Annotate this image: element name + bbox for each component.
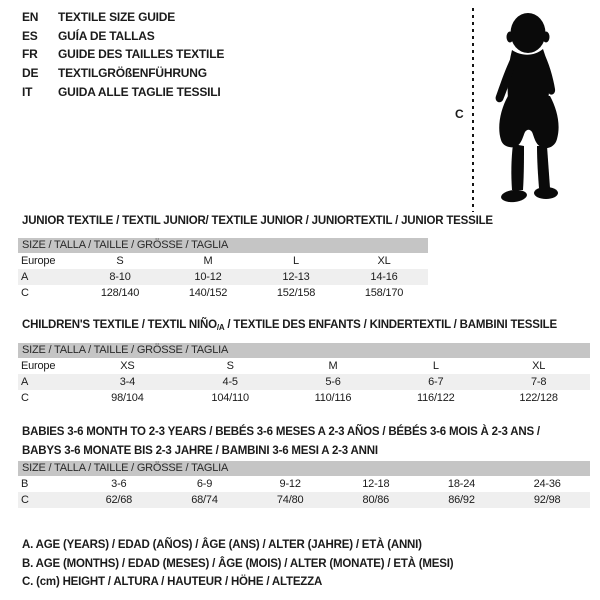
junior-size-table	[18, 238, 428, 301]
table-cell: 98/104	[111, 392, 144, 404]
table-cell: 128/140	[100, 287, 140, 299]
footnote-a: A. AGE (YEARS) / EDAD (AÑOS) / ÂGE (ANS) / ALTER (JAHRE) / ETÀ (ANNI)	[22, 539, 422, 551]
table-row	[18, 358, 590, 374]
table-cell: L	[293, 255, 299, 267]
footnote-list	[22, 536, 453, 592]
table-cell: L	[432, 360, 439, 372]
height-c-label: C	[455, 107, 464, 121]
language-label: GUIDA ALLE TAGLIE TESSILI	[58, 84, 221, 99]
children-title-part2: / TEXTILE DES ENFANTS / KINDERTEXTIL / BAMBINI TESSILE	[224, 319, 557, 331]
language-code: FR	[22, 47, 38, 62]
table-cell: 104/110	[211, 392, 249, 404]
table-cell: 140/152	[188, 287, 228, 299]
footnote-b: B. AGE (MONTHS) / EDAD (MESES) / ÂGE (MOIS) / ALTER (MONATE) / ETÀ (MESI)	[22, 557, 454, 570]
table-cell: 158/170	[364, 287, 404, 299]
table-row	[18, 492, 590, 508]
language-row	[22, 45, 224, 64]
babies-section-title-line1: BABIES 3-6 MONTH TO 2-3 YEARS / BEBÉS 3-6 MESES A 2-3 AÑOS / BÉBÉS 3-6 MOIS À 2-3 ANS /	[22, 426, 540, 438]
row-label: C	[21, 494, 29, 506]
row-label: C	[21, 287, 29, 299]
table-cell: S	[116, 255, 124, 267]
language-label: GUÍA DE TALLAS	[58, 28, 155, 43]
size-header-bar: SIZE / TALLA / TAILLE / GRÖSSE / TAGLIA	[18, 343, 590, 358]
children-section-title	[22, 319, 557, 332]
table-cell: 6-9	[196, 478, 213, 490]
table-cell: 3-6	[111, 478, 127, 490]
table-row	[18, 476, 590, 492]
table-cell: 68/74	[191, 494, 218, 506]
children-title-part1: CHILDREN'S TEXTILE / TEXTIL NIÑO	[22, 319, 217, 331]
table-row	[18, 269, 428, 285]
table-cell: 9-12	[279, 478, 301, 490]
table-cell: M	[328, 360, 338, 372]
table-cell: S	[226, 360, 234, 372]
junior-section-title: JUNIOR TEXTILE / TEXTIL JUNIOR/ TEXTILE JUNIOR / JUNIORTEXTIL / JUNIOR TESSILE	[22, 215, 493, 227]
language-code: EN	[22, 10, 39, 25]
row-label: C	[21, 392, 29, 404]
language-row	[22, 8, 224, 27]
row-label: Europe	[21, 255, 56, 267]
table-cell: 62/68	[105, 494, 133, 506]
table-cell: 5-6	[325, 376, 341, 388]
row-label: B	[21, 478, 29, 490]
language-list	[22, 8, 224, 101]
table-cell: XL	[377, 255, 391, 267]
language-label: TEXTILGRÖßENFÜHRUNG	[58, 66, 207, 81]
language-row	[22, 64, 224, 83]
table-cell: 14-16	[370, 271, 398, 283]
table-row	[18, 253, 428, 269]
table-cell: 10-12	[194, 271, 222, 283]
table-cell: 122/128	[519, 392, 558, 404]
table-cell: 110/116	[314, 392, 352, 404]
table-cell: XL	[532, 360, 546, 372]
table-cell: 86/92	[448, 494, 475, 506]
table-cell: 3-4	[119, 376, 136, 388]
table-cell: XS	[120, 360, 135, 372]
size-header-bar: SIZE / TALLA / TAILLE / GRÖSSE / TAGLIA	[18, 238, 428, 253]
table-cell: 18-24	[447, 478, 476, 490]
height-dotted-line	[472, 8, 474, 212]
table-cell: 8-10	[109, 271, 131, 283]
babies-size-table	[18, 461, 590, 508]
table-cell: 7-8	[530, 376, 547, 388]
table-cell: 6-7	[428, 376, 444, 388]
language-code: DE	[22, 66, 39, 81]
table-row	[18, 390, 590, 406]
table-cell: M	[203, 255, 213, 267]
row-label: A	[21, 376, 29, 388]
table-row	[18, 285, 428, 301]
language-row	[22, 82, 224, 101]
language-label: TEXTILE SIZE GUIDE	[58, 10, 176, 25]
language-code: IT	[22, 84, 33, 99]
babies-section-title-line2: BABYS 3-6 MONATE BIS 2-3 JAHRE / BAMBINI 3-6 MESI A 2-3 ANNI	[22, 445, 378, 457]
table-cell: 92/98	[533, 494, 561, 506]
language-code: ES	[22, 28, 38, 43]
table-row	[18, 374, 590, 390]
row-label: Europe	[21, 360, 56, 372]
table-cell: 80/86	[362, 494, 390, 506]
table-cell: 24-36	[533, 478, 561, 490]
size-header-bar: SIZE / TALLA / TAILLE / GRÖSSE / TAGLIA	[18, 461, 590, 476]
baby-silhouette-image	[482, 6, 578, 210]
table-cell: 74/80	[276, 494, 304, 506]
table-cell: 4-5	[222, 376, 238, 388]
table-cell: 116/122	[417, 392, 455, 404]
table-cell: 12-13	[282, 271, 310, 283]
footnote-c: C. (cm) HEIGHT / ALTURA / HAUTEUR / HÖHE / ALTEZZA	[22, 576, 323, 588]
children-title-subscript: /A	[216, 323, 225, 332]
language-row	[22, 27, 224, 46]
table-cell: 12-18	[362, 478, 390, 490]
children-size-table	[18, 343, 590, 406]
table-cell: 152/158	[276, 287, 316, 299]
language-label: GUIDE DES TAILLES TEXTILE	[58, 47, 225, 62]
row-label: A	[21, 271, 29, 283]
